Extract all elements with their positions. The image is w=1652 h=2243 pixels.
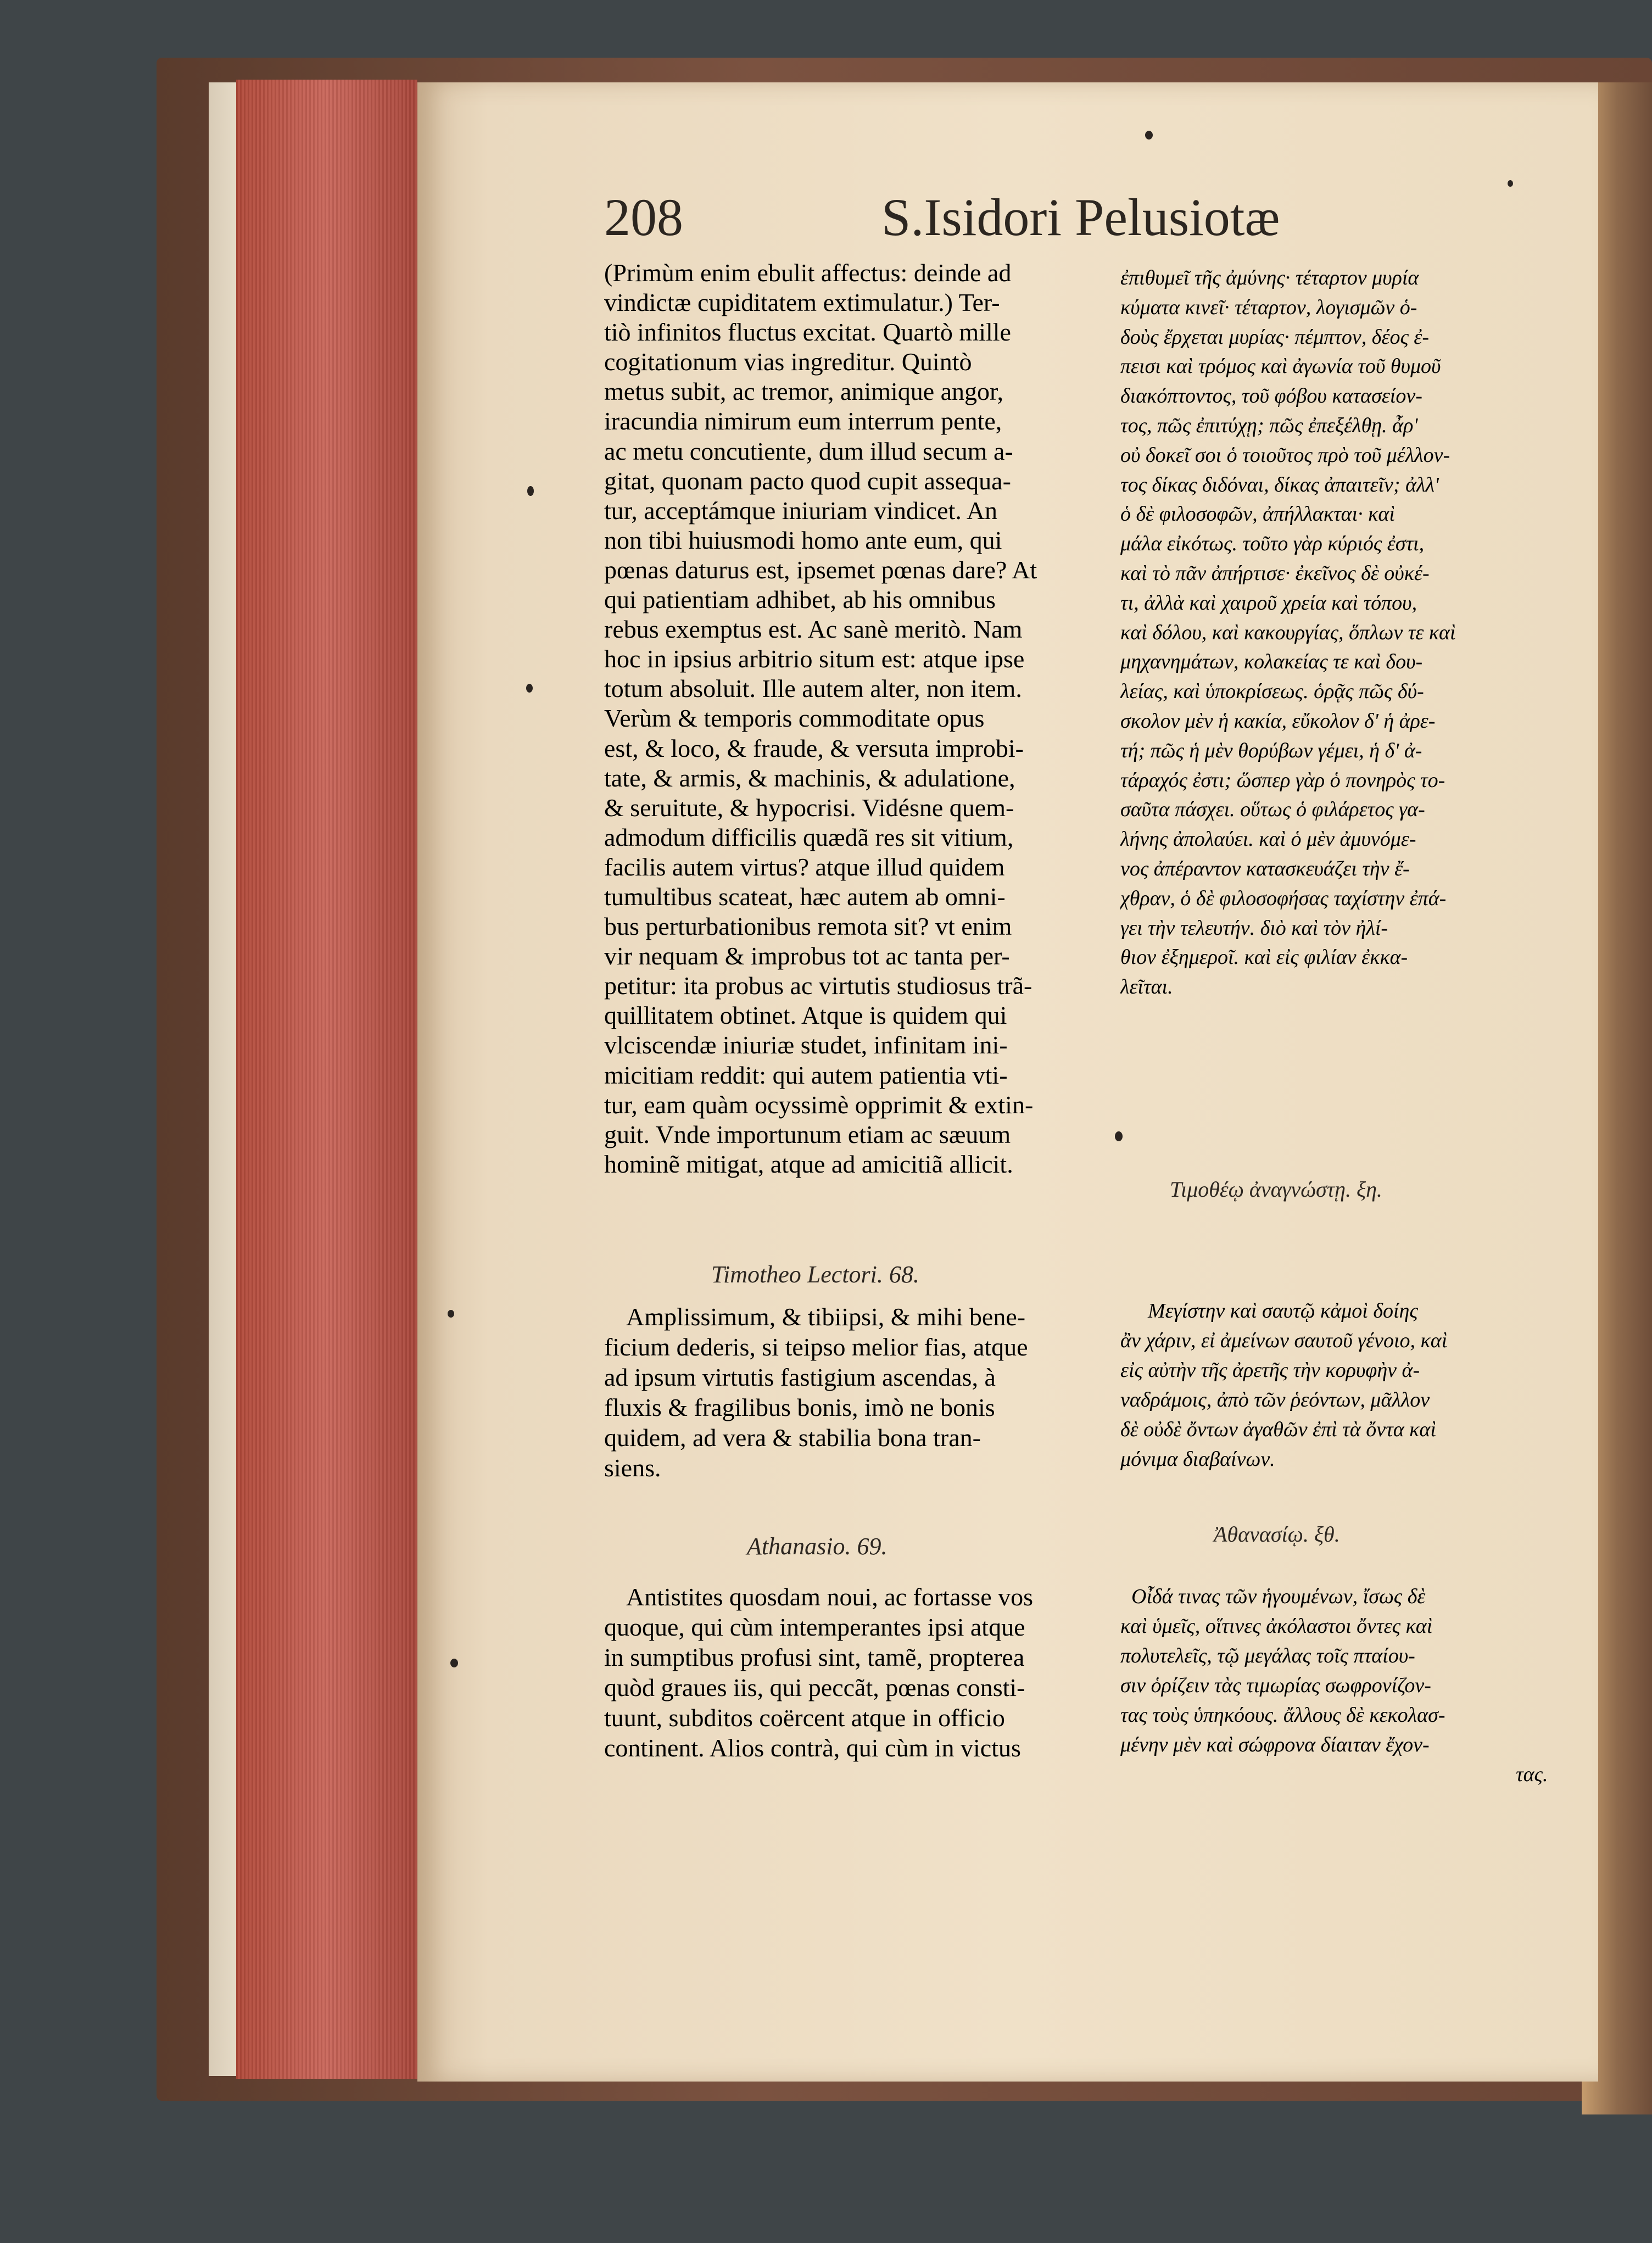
greek-line: μόνιμα διαβαίνων. xyxy=(1120,1448,1275,1471)
latin-line: vir nequam & improbus tot ac tanta per- xyxy=(604,942,1010,970)
latin-line: fluxis & fragilibus bonis, imò ne bonis xyxy=(604,1393,995,1421)
greek-line: τας. xyxy=(1516,1763,1548,1786)
greek-text-column xyxy=(1120,264,1593,1002)
latin-line: gitat, quonam pacto quod cupit assequa- xyxy=(604,466,1011,495)
latin-line: siens. xyxy=(604,1454,661,1482)
greek-line: ἂν χάριν, εἰ ἀμείνων σαυτοῦ γένοιο, καὶ xyxy=(1120,1329,1448,1352)
greek-line: τας τοὺς ὑπηκόους. ἄλλους δὲ κεκολασ- xyxy=(1120,1704,1446,1727)
greek-line: οὐ δοκεῖ σοι ὁ τοιοῦτος πρὸ τοῦ μέλλον- xyxy=(1120,443,1450,467)
latin-line: bus perturbationibus remota sit? vt enim xyxy=(604,912,1012,941)
latin-line: rebus exemptus est. Ac sanè meritò. Nam xyxy=(604,615,1023,644)
ink-speck xyxy=(1508,180,1513,187)
latin-line: ficium dederis, si teipso melior fias, atque xyxy=(604,1333,1028,1361)
latin-line: tuunt, subditos coërcent atque in officio xyxy=(604,1704,1005,1732)
greek-line: θιον ἐξημεροῖ. καὶ εἰς φιλίαν ἐκκα- xyxy=(1120,946,1408,969)
greek-line: ὁ δὲ φιλοσοφῶν, ἀπήλλακται· καὶ xyxy=(1120,503,1395,526)
greek-letter-text xyxy=(1120,1296,1593,1474)
greek-line: μένην μὲν καὶ σώφρονα δίαιταν ἔχον- xyxy=(1120,1733,1430,1756)
latin-line: hominẽ mitigat, atque ad amicitiã allicit. xyxy=(604,1150,1013,1178)
greek-line: λείας, καὶ ὑποκρίσεως. ὁρᾷς πῶς δύ- xyxy=(1120,680,1424,704)
greek-line: τή; πῶς ἡ μὲν θορύβων γέμει, ἡ δ' ἀ- xyxy=(1120,739,1422,762)
latin-line: tiò infinitos fluctus excitat. Quartò mille xyxy=(604,318,1011,347)
latin-letter-heading: Athanasio. 69. xyxy=(747,1533,888,1560)
latin-line: quillitatem obtinet. Atque is quidem qui xyxy=(604,1001,1007,1030)
latin-text-column xyxy=(604,258,1120,1179)
greek-line: νος ἀπέραντον κατασκευάζει τὴν ἔ- xyxy=(1120,857,1410,880)
latin-line: quòd graues iis, qui peccãt, pœnas consti- xyxy=(604,1673,1025,1701)
greek-line: ἐπιθυμεῖ τῆς ἀμύνης· τέταρτον μυρία xyxy=(1120,266,1419,289)
latin-line: metus subit, ac tremor, animique angor, xyxy=(604,377,1004,406)
latin-line: facilis autem virtus? atque illud quidem xyxy=(604,852,1005,881)
greek-line: μηχανημάτων, κολακείας τε καὶ δου- xyxy=(1120,650,1423,674)
latin-line: petitur: ita probus ac virtutis studiosus trã- xyxy=(604,972,1032,1000)
greek-line: τος, πῶς ἐπιτύχῃ; πῶς ἐπεξέλθῃ. ἆρ' xyxy=(1120,414,1418,437)
greek-line: Οἶδά τινας τῶν ἡγουμένων, ἴσως δὲ xyxy=(1131,1585,1426,1608)
latin-line: tate, & armis, & machinis, & adulatione, xyxy=(604,763,1015,792)
latin-line: iracundia nimirum eum interrum pente, xyxy=(604,407,1002,436)
greek-letter-heading: Ἀθανασίῳ. ξθ. xyxy=(1214,1522,1340,1547)
greek-letter-heading: Τιμοθέῳ ἀναγνώστῃ. ξη. xyxy=(1170,1177,1382,1202)
latin-line: Verùm & temporis commoditate opus xyxy=(604,704,985,733)
latin-line: qui patientiam adhibet, ab his omnibus xyxy=(604,585,996,614)
ink-speck xyxy=(526,684,533,693)
greek-line: δὲ οὐδὲ ὄντων ἀγαθῶν ἐπὶ τὰ ὄντα καὶ xyxy=(1120,1418,1436,1441)
greek-line: καὶ ὑμεῖς, οἵτινες ἀκόλαστοι ὄντες καὶ xyxy=(1120,1615,1433,1638)
latin-line: guit. Vnde importunum etiam ac sæuum xyxy=(604,1120,1011,1148)
latin-line: & seruitute, & hypocrisi. Vidésne quem- xyxy=(604,793,1014,822)
greek-line: εἰς αὐτὴν τῆς ἀρετῆς τὴν κορυφὴν ἀ- xyxy=(1120,1359,1420,1382)
running-title: S.Isidori Pelusiotæ xyxy=(881,188,1280,247)
ink-speck xyxy=(450,1659,458,1667)
greek-line: διακόπτοντος, τοῦ φόβου κατασείον- xyxy=(1120,384,1422,408)
latin-line: hoc in ipsius arbitrio situm est: atque ipse xyxy=(604,645,1025,673)
latin-line: ac metu concutiente, dum illud secum a- xyxy=(604,437,1013,465)
latin-line: ad ipsum virtutis fastigium ascendas, à xyxy=(604,1363,996,1391)
latin-line: totum absoluit. Ille autem alter, non item. xyxy=(604,674,1022,703)
latin-line: vlciscendæ iniuriæ studet, infinitam ini- xyxy=(604,1031,1008,1059)
greek-line: χθραν, ὁ δὲ φιλοσοφήσας ταχίστην ἐπά- xyxy=(1120,886,1447,910)
page-number: 208 xyxy=(604,188,683,247)
greek-line: σκολον μὲν ἡ κακία, εὔκολον δ' ἡ ἀρε- xyxy=(1120,709,1436,733)
latin-line: non tibi huiusmodi homo ante eum, qui xyxy=(604,526,1002,554)
greek-line: σαῦτα πάσχει. οὕτως ὁ φιλάρετος γα- xyxy=(1120,798,1425,822)
ink-speck xyxy=(448,1310,454,1318)
greek-line: πολυτελεῖς, τῷ μεγάλας τοῖς πταίου- xyxy=(1120,1644,1415,1667)
latin-line: in sumptibus profusi sint, tamẽ, propterea xyxy=(604,1643,1025,1671)
latin-letter-text xyxy=(604,1582,1120,1763)
greek-line: γει τὴν τελευτήν. διὸ καὶ τὸν ἠλί- xyxy=(1120,916,1388,940)
latin-line: micitiam reddit: qui autem patientia vti- xyxy=(604,1061,1008,1089)
greek-line: λήνης ἀπολαύει. καὶ ὁ μὲν ἀμυνόμε- xyxy=(1120,828,1416,851)
red-page-edges xyxy=(236,80,417,2079)
greek-line: τάραχός ἐστι; ὥσπερ γὰρ ὁ πονηρὸς το- xyxy=(1120,768,1446,792)
greek-line: λεῖται. xyxy=(1120,975,1173,999)
latin-line: est, & loco, & fraude, & versuta improbi- xyxy=(604,734,1024,762)
greek-line: σιν ὁρίζειν τὰς τιμωρίας σωφρονίζον- xyxy=(1120,1674,1431,1697)
latin-line: continent. Alios contrà, qui cùm in victus xyxy=(604,1734,1021,1762)
latin-line: tur, eam quàm ocyssimè opprimit & extin- xyxy=(604,1090,1034,1119)
latin-line: quidem, ad vera & stabilia bona tran- xyxy=(604,1424,981,1452)
greek-line: κύματα κινεῖ· τέταρτον, λογισμῶν ὁ- xyxy=(1120,295,1417,319)
greek-line: δοὺς ἔρχεται μυρίας· πέμπτον, δέος ἐ- xyxy=(1120,325,1429,349)
greek-line: καὶ τὸ πᾶν ἀπήρτισε· ἐκεῖνος δὲ οὐκέ- xyxy=(1120,561,1430,585)
latin-line: (Primùm enim ebulit affectus: deinde ad xyxy=(604,259,1012,287)
latin-letter-heading: Timotheo Lectori. 68. xyxy=(711,1261,919,1288)
greek-line: τι, ἀλλὰ καὶ χαιροῦ χρεία καὶ τόπου, xyxy=(1120,591,1417,615)
greek-line: καὶ δόλου, καὶ κακουργίας, ὅπλων τε καὶ xyxy=(1120,621,1456,644)
latin-line: quoque, qui cùm intemperantes ipsi atque xyxy=(604,1613,1025,1641)
latin-line: Antistites quosdam noui, ac fortasse vos xyxy=(626,1583,1034,1611)
greek-line: Μεγίστην καὶ σαυτῷ κἀμοὶ δοίης xyxy=(1148,1299,1418,1323)
greek-letter-text xyxy=(1120,1582,1593,1789)
latin-letter-text xyxy=(604,1302,1120,1483)
latin-line: admodum difficilis quædã res sit vitium, xyxy=(604,823,1014,851)
ink-speck xyxy=(1145,131,1153,140)
ink-speck xyxy=(527,486,534,496)
greek-line: μάλα εἰκότως. τοῦτο γὰρ κύριός ἐστι, xyxy=(1120,532,1425,556)
greek-line: τος δίκας διδόναι, δίκας ἀπαιτεῖν; ἀλλ' xyxy=(1120,473,1439,496)
running-head xyxy=(604,187,1285,253)
greek-line: ναδράμοις, ἀπὸ τῶν ῥεόντων, μᾶλλον xyxy=(1120,1388,1430,1411)
latin-line: vindictæ cupiditatem extimulatur.) Ter- xyxy=(604,288,1000,317)
latin-line: tumultibus scateat, hæc autem ab omni- xyxy=(604,882,1006,911)
latin-line: pœnas daturus est, ipsemet pœnas dare? At xyxy=(604,555,1037,584)
greek-line: πεισι καὶ τρόμος καὶ ἀγωνία τοῦ θυμοῦ xyxy=(1120,355,1441,378)
latin-line: Amplissimum, & tibiipsi, & mihi bene- xyxy=(626,1303,1026,1331)
latin-line: cogitationum vias ingreditur. Quintò xyxy=(604,348,972,376)
latin-line: tur, acceptámque iniuriam vindicet. An xyxy=(604,496,998,525)
